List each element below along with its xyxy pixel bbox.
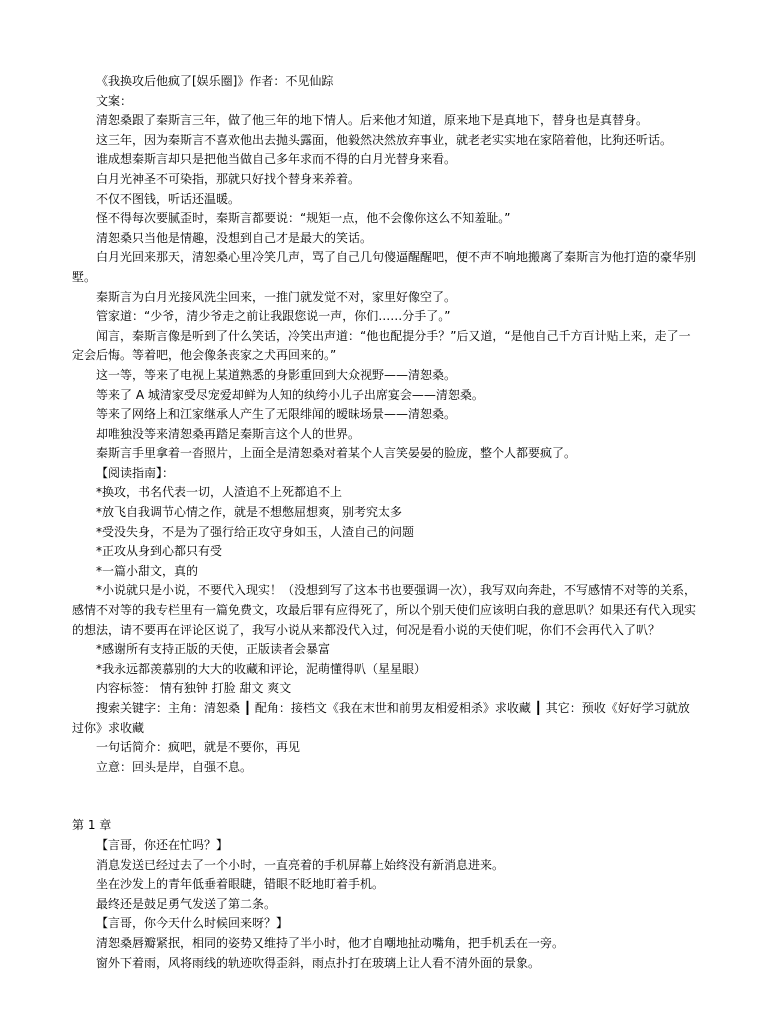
synopsis-paragraph: 不仅不图钱，听话还温暖。 bbox=[96, 191, 241, 206]
reading-guide-item: *正攻从身到心都只有受 bbox=[96, 544, 223, 559]
synopsis-paragraph: 这一等，等来了电视上某道熟悉的身影重回到大众视野——清恕桑。 bbox=[96, 367, 457, 382]
chapter-paragraph: 窗外下着雨，风将雨线的轨迹吹得歪斜，雨点扑打在玻璃上让人看不清外面的景象。 bbox=[96, 955, 541, 970]
one-line-summary: 一句话简介：疯吧，就是不要你，再见 bbox=[96, 740, 301, 755]
search-keywords: 搜索关键字：主角：清恕桑 ┃ 配角：接档文《我在末世和前男友相爱相杀》求收藏 ┃ 其它：预收《好好学习就放过你》求收藏 bbox=[72, 701, 690, 735]
synopsis-paragraph: 白月光回来那天，清恕桑心里冷笑几声，骂了自己几句傻逼醒醒吧，便不声不响地搬离了秦斯言为他打造的豪华别墅。 bbox=[72, 250, 697, 284]
reading-guide-item: *我永远都羡慕别的大大的收藏和评论，泥萌懂得叭（星星眼） bbox=[96, 661, 427, 676]
reading-guide-item: *换攻，书名代表一切，人渣追不上死都追不上 bbox=[96, 485, 343, 500]
synopsis-paragraph: 等来了 A 城清家受尽宠爱却鲜为人知的纨绔小儿子出席宴会——清恕桑。 bbox=[96, 387, 484, 402]
document-page bbox=[72, 72, 696, 973]
synopsis-paragraph: 秦斯言手里拿着一沓照片，上面全是清恕桑对着某个人言笑晏晏的脸庞，整个人都要疯了。 bbox=[96, 446, 577, 461]
reading-guide-item: *一篇小甜文，真的 bbox=[96, 563, 199, 578]
reading-guide-item: *感谢所有支持正版的天使，正版读者会暴富 bbox=[96, 642, 331, 657]
chapter-paragraph: 【言哥，你今天什么时候回来呀？】 bbox=[96, 916, 289, 931]
synopsis-paragraph: 秦斯言为白月光接风洗尘回来，一推门就发觉不对，家里好像空了。 bbox=[96, 289, 457, 304]
synopsis-paragraph: 怪不得每次要腻歪时，秦斯言都要说：“规矩一点，他不会像你这么不知羞耻。” bbox=[96, 211, 511, 226]
synopsis-paragraph: 等来了网络上和江家继承人产生了无限绯闻的暧昧场景——清恕桑。 bbox=[96, 407, 457, 422]
synopsis-paragraph: 白月光神圣不可染指，那就只好找个替身来养着。 bbox=[96, 171, 361, 186]
chapter-paragraph: 清恕桑唇瓣紧抿，相同的姿势又维持了半小时，他才自嘲地扯动嘴角，把手机丢在一旁。 bbox=[96, 935, 565, 950]
intro-section bbox=[72, 72, 696, 777]
reading-guide-item: *放飞自我调节心情之作，就是不想憋屈想爽，别考究太多 bbox=[96, 505, 403, 520]
content-tags: 内容标签： 情有独钟 打脸 甜文 爽文 bbox=[96, 681, 292, 696]
synopsis-paragraph: 管家道：“少爷，清少爷走之前让我跟您说一声，你们……分手了。” bbox=[96, 309, 451, 324]
theme-statement: 立意：回头是岸，自强不息。 bbox=[96, 759, 253, 774]
chapter-paragraph: 消息发送已经过去了一个小时，一直亮着的手机屏幕上始终没有新消息进来。 bbox=[96, 857, 505, 872]
synopsis-heading: 文案： bbox=[96, 93, 133, 108]
chapter-title: 第 1 章 bbox=[72, 818, 112, 833]
reading-guide-item: *受没失身，不是为了强行给正攻守身如玉，人渣自己的问题 bbox=[96, 524, 415, 539]
synopsis-paragraph: 谁成想秦斯言却只是把他当做自己多年求而不得的白月光替身来看。 bbox=[96, 152, 457, 167]
reading-guide-heading: 【阅读指南】： bbox=[96, 465, 175, 480]
chapter-paragraph: 最终还是鼓足勇气发送了第二条。 bbox=[96, 896, 277, 911]
synopsis-paragraph: 清恕桑跟了秦斯言三年，做了他三年的地下情人。后来他才知道，原来地下是真地下，替身也是真替身。 bbox=[96, 113, 649, 128]
chapter-paragraph: 【言哥，你还在忙吗？】 bbox=[96, 837, 229, 852]
section-gap bbox=[72, 777, 696, 816]
chapter-section bbox=[72, 816, 696, 973]
synopsis-paragraph: 闻言，秦斯言像是听到了什么笑话，冷笑出声道：“他也配提分手？”后又道，“是他自己千方百计贴上来，走了一定会后悔。等着吧，他会像条丧家之犬再回来的。” bbox=[72, 328, 691, 363]
synopsis-paragraph: 清恕桑只当他是情趣，没想到自己才是最大的笑话。 bbox=[96, 230, 373, 245]
reading-guide-item: *小说就只是小说，不要代入现实！（没想到写了这本书也要强调一次），我写双向奔赴，不写感情不对等的关系，感情不对等的我专栏里有一篇免费文，攻最后罪有应得死了，所以个别天使们应该明白我的意思叭？如果还有代入现实的想法，请不要再在评论区说了，我写小说从来都没代入过，何况是看小说的天使们呢，你们不会再代入了叭？ bbox=[72, 583, 697, 637]
chapter-paragraph: 坐在沙发上的青年低垂着眼睫，错眼不眨地盯着手机。 bbox=[96, 877, 385, 892]
synopsis-paragraph: 却唯独没等来清恕桑再踏足秦斯言这个人的世界。 bbox=[96, 426, 361, 441]
book-title-line: 《我换攻后他疯了[娱乐圈]》作者：不见仙踪 bbox=[96, 74, 334, 88]
synopsis-paragraph: 这三年，因为秦斯言不喜欢他出去抛头露面，他毅然决然放弃事业，就老老实实地在家陪着他，比狗还听话。 bbox=[96, 132, 673, 147]
